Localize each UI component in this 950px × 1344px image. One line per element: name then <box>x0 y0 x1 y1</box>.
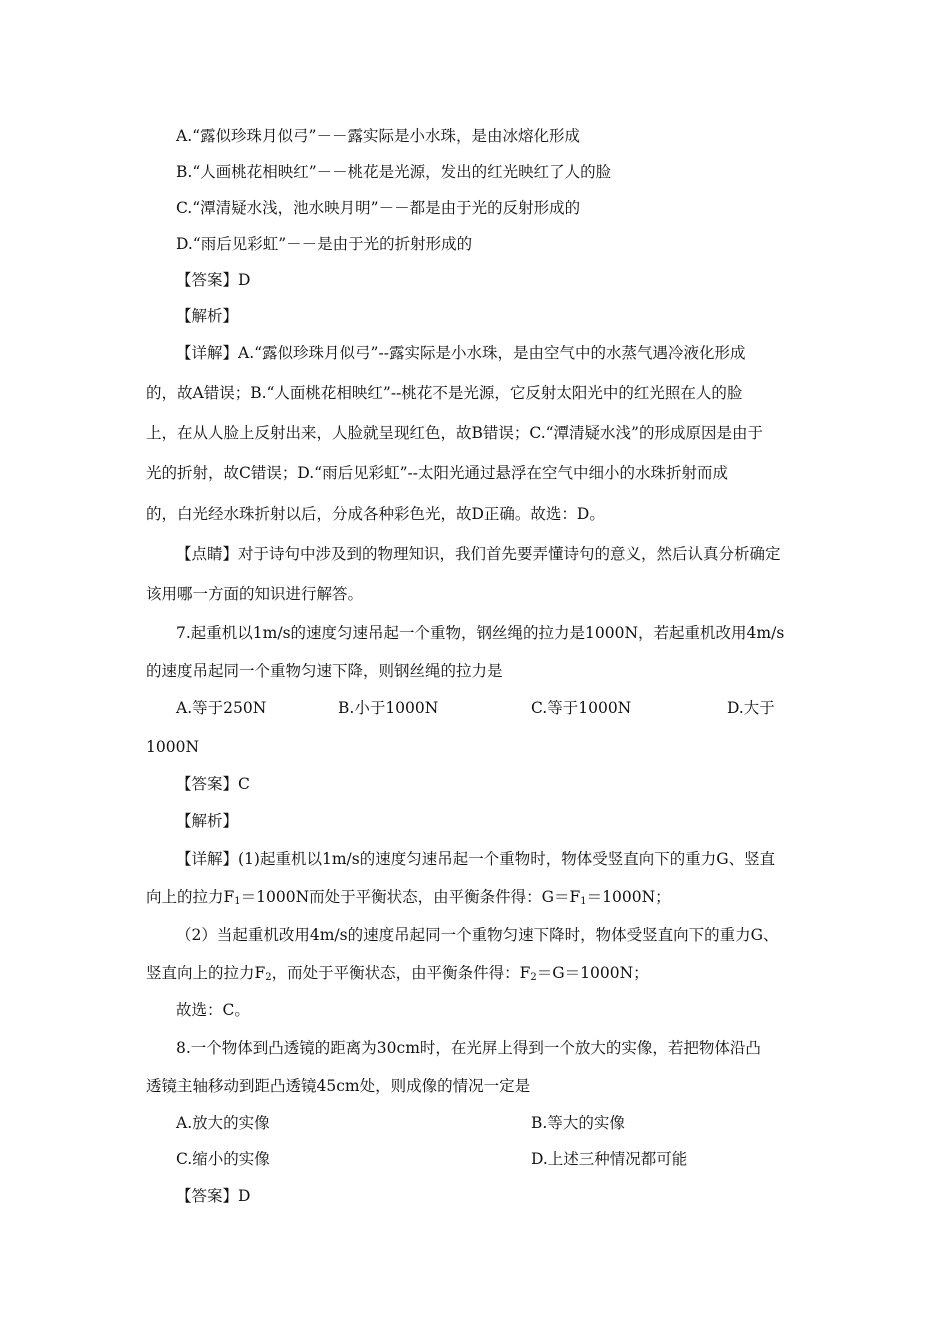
q7-detail-line: （2）当起重机改用4m/s的速度吊起同一个重物匀速下降时，物体受竖直向下的重力G、 <box>176 926 779 944</box>
q7-option-a: A.等于250N <box>176 699 267 717</box>
q6-option-a: A.“露似珍珠月似弓”－－露实际是小水珠，是由冰熔化形成 <box>176 127 580 145</box>
q7-detail-line: 【详解】(1)起重机以1m/s的速度匀速吊起一个重物时，物体受竖直向下的重力G、竖直 <box>176 850 776 868</box>
q8-option-a: A.放大的实像 <box>176 1114 270 1132</box>
q7-option-b: B.小于1000N <box>338 699 439 717</box>
q6-comment-line: 【点睛】对于诗句中涉及到的物理知识，我们首先要弄懂诗句的意义，然后认真分析确定 <box>176 545 781 563</box>
q7-analysis-label: 【解析】 <box>176 812 239 830</box>
q7-option-d-continued: 1000N <box>146 738 200 756</box>
q8-stem-line: 透镜主轴移动到距凸透镜45cm处，则成像的情况一定是 <box>146 1077 531 1095</box>
q6-analysis-label: 【解析】 <box>176 307 239 325</box>
q7-stem-line: 7.起重机以1m/s的速度匀速吊起一个重物，钢丝绳的拉力是1000N，若起重机改用4m/s <box>176 624 785 642</box>
q6-comment-line: 该用哪一方面的知识进行解答。 <box>146 585 364 603</box>
q8-option-b: B.等大的实像 <box>531 1114 625 1132</box>
q6-option-c: C.“潭清疑水浅，池水映月明”－－都是由于光的反射形成的 <box>176 199 581 217</box>
q7-stem-line: 的速度吊起同一个重物匀速下降，则钢丝绳的拉力是 <box>146 662 503 680</box>
q7-option-c: C.等于1000N <box>531 699 632 717</box>
q6-detail-line: 【详解】A.“露似珍珠月似弓”--露实际是小水珠，是由空气中的水蒸气遇冷液化形成 <box>176 344 746 362</box>
q6-answer: 【答案】D <box>176 271 251 289</box>
q7-option-d: D.大于 <box>727 699 775 717</box>
q7-answer: 【答案】C <box>176 775 250 793</box>
q8-stem-line: 8.一个物体到凸透镜的距离为30cm时，在光屏上得到一个放大的实像，若把物体沿凸 <box>176 1039 761 1057</box>
q7-detail-line: 竖直向上的拉力$F_2$，而处于平衡状态，由平衡条件得：$F_2=G=1000N$； <box>146 964 649 983</box>
q6-detail-line: 光的折射，故C错误；D.“雨后见彩虹”--太阳光通过悬浮在空气中细小的水珠折射而成 <box>146 464 728 482</box>
q6-detail-line: 的，故A错误；B.“人面桃花相映红”--桃花不是光源，它反射太阳光中的红光照在人的脸 <box>146 384 743 402</box>
q8-option-d: D.上述三种情况都可能 <box>531 1150 688 1168</box>
q6-option-b: B.“人画桃花相映红”－－桃花是光源，发出的红光映红了人的脸 <box>176 163 612 181</box>
q8-answer: 【答案】D <box>176 1187 251 1205</box>
q6-option-d: D.“雨后见彩虹”－－是由于光的折射形成的 <box>176 235 473 253</box>
q6-detail-line: 的，白光经水珠折射以后，分成各种彩色光，故D正确。故选：D。 <box>146 505 605 523</box>
q7-conclusion: 故选：C。 <box>176 1001 250 1019</box>
q8-option-c: C.缩小的实像 <box>176 1150 270 1168</box>
q7-detail-line: 向上的拉力$F_1=1000N$而处于平衡状态，由平衡条件得：$G=F_1=1000N$； <box>146 888 671 907</box>
q6-detail-line: 上，在从人脸上反射出来，人脸就呈现红色，故B错误；C.“潭清疑水浅”的形成原因是由于 <box>146 424 763 442</box>
